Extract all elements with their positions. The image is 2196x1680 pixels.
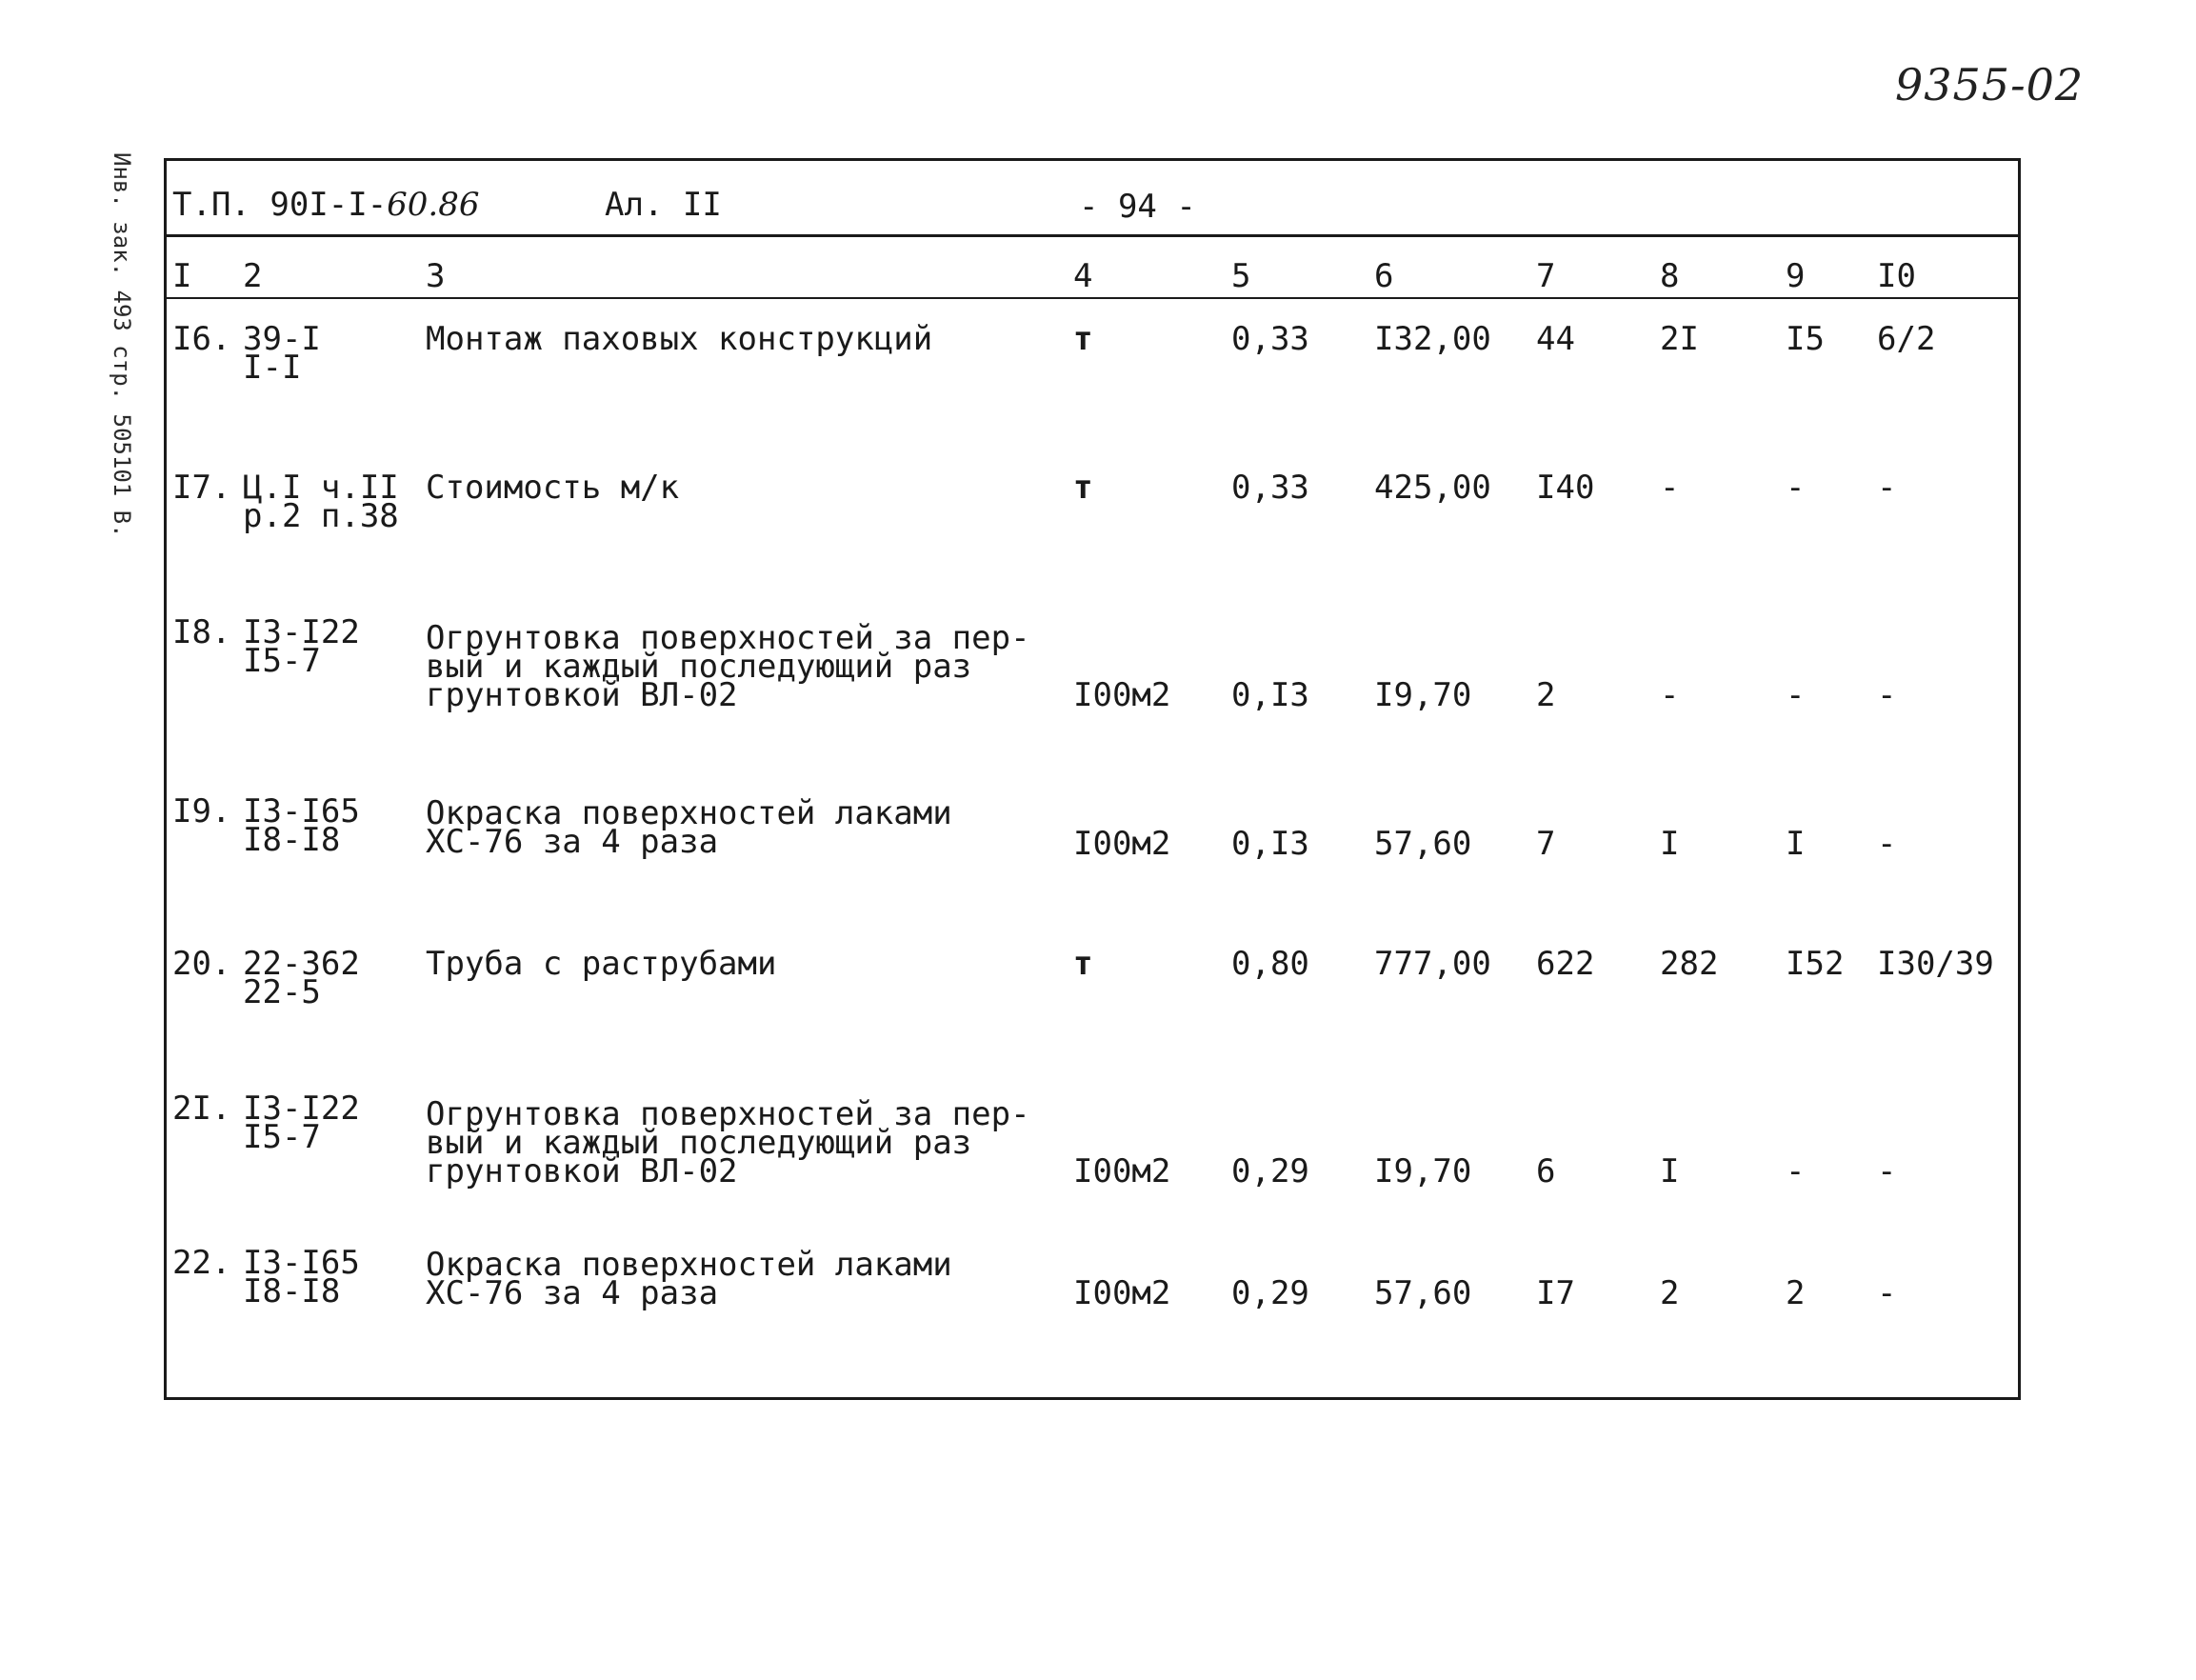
row-description-line: Огрунтовка поверхностей за пер- [426, 1095, 1030, 1133]
row-code-line: I5-7 [243, 642, 321, 680]
row-code-line: 22-362 [243, 945, 360, 983]
row-number: I6. [172, 320, 231, 358]
row-price: I9,70 [1374, 1152, 1472, 1190]
row-price: 57,60 [1374, 1274, 1472, 1312]
row-col9: 2 [1786, 1274, 1806, 1312]
row-code-line: р.2 п.38 [243, 497, 399, 535]
row-code-line: 22-5 [243, 973, 321, 1011]
row-quantity: 0,33 [1231, 469, 1309, 507]
row-quantity: 0,I3 [1231, 825, 1309, 863]
row-unit: I00м2 [1073, 825, 1171, 863]
column-header-1: I [172, 257, 192, 295]
column-header-9: 9 [1786, 257, 1806, 295]
page-number: - 94 - [1079, 188, 1196, 226]
header-divider [167, 234, 2018, 237]
row-price: I9,70 [1374, 676, 1472, 714]
row-col10: - [1877, 469, 1897, 507]
row-price: 777,00 [1374, 945, 1491, 983]
column-header-6: 6 [1374, 257, 1394, 295]
row-price: 425,00 [1374, 469, 1491, 507]
row-quantity: 0,29 [1231, 1274, 1309, 1312]
document-code-handwritten: 60.86 [387, 186, 480, 224]
row-description-line: вый и каждый последующий раз [426, 648, 972, 686]
row-description-line: грунтовкой ВЛ-02 [426, 676, 738, 714]
row-description-line: ХС-76 за 4 раза [426, 1274, 719, 1312]
row-description-line: Огрунтовка поверхностей за пер- [426, 619, 1030, 657]
row-col8: 282 [1660, 945, 1719, 983]
row-code-line: I8-I8 [243, 1272, 341, 1310]
column-header-8: 8 [1660, 257, 1680, 295]
row-number: 22. [172, 1244, 231, 1282]
row-col10: - [1877, 676, 1897, 714]
row-code-line: I3-I22 [243, 613, 360, 651]
row-number: I9. [172, 792, 231, 830]
row-price: I32,00 [1374, 320, 1491, 358]
row-description-line: ХС-76 за 4 раза [426, 823, 719, 861]
row-number: 2I. [172, 1090, 231, 1128]
row-col7: 6 [1536, 1152, 1556, 1190]
row-description-line: Окраска поверхностей лаками [426, 794, 952, 832]
album-label: Ал. II [605, 186, 722, 224]
row-col10: I30/39 [1877, 945, 1994, 983]
row-unit: I00м2 [1073, 1152, 1171, 1190]
row-col7: 7 [1536, 825, 1556, 863]
reference-number: 9355-02 [1895, 59, 2085, 110]
row-col7: 44 [1536, 320, 1575, 358]
row-number: I7. [172, 469, 231, 507]
row-code-line: Ц.I ч.II [243, 469, 399, 507]
row-unit: т [1073, 469, 1093, 507]
column-header-5: 5 [1231, 257, 1251, 295]
document-code-prefix: Т.П. 90I-I- [172, 186, 388, 224]
estimate-table-frame [164, 158, 2021, 1400]
row-description-line: грунтовкой ВЛ-02 [426, 1152, 738, 1190]
row-code-line: I-I [243, 349, 302, 387]
row-unit: т [1073, 320, 1093, 358]
row-quantity: 0,80 [1231, 945, 1309, 983]
row-code-line: 39-I [243, 320, 321, 358]
row-unit: I00м2 [1073, 676, 1171, 714]
row-col9: I [1786, 825, 1806, 863]
row-code-line: I8-I8 [243, 821, 341, 859]
row-code-line: I5-7 [243, 1118, 321, 1156]
row-description-line: Монтаж паховых конструкций [426, 320, 933, 358]
row-col7: 2 [1536, 676, 1556, 714]
row-price: 57,60 [1374, 825, 1472, 863]
row-unit: I00м2 [1073, 1274, 1171, 1312]
column-header-3: 3 [426, 257, 446, 295]
row-col8: I [1660, 825, 1680, 863]
row-unit: т [1073, 945, 1093, 983]
row-col8: 2 [1660, 1274, 1680, 1312]
column-header-7: 7 [1536, 257, 1556, 295]
row-col9: - [1786, 1152, 1806, 1190]
side-stamp-text: Инв. зак. 493 стр. 505101 В. [109, 152, 135, 538]
row-col8: - [1660, 676, 1680, 714]
side-archive-stamp [107, 152, 145, 538]
row-quantity: 0,29 [1231, 1152, 1309, 1190]
row-col10: - [1877, 825, 1897, 863]
row-col10: 6/2 [1877, 320, 1936, 358]
row-col7: I40 [1536, 469, 1595, 507]
row-col7: 622 [1536, 945, 1595, 983]
row-col9: I52 [1786, 945, 1845, 983]
row-col10: - [1877, 1152, 1897, 1190]
row-description-line: Труба с раструбами [426, 945, 777, 983]
row-number: I8. [172, 613, 231, 651]
row-col7: I7 [1536, 1274, 1575, 1312]
row-description-line: вый и каждый последующий раз [426, 1124, 972, 1162]
row-code-line: I3-I65 [243, 792, 360, 830]
column-header-2: 2 [243, 257, 263, 295]
row-quantity: 0,33 [1231, 320, 1309, 358]
column-header-10: I0 [1877, 257, 1916, 295]
column-header-4: 4 [1073, 257, 1093, 295]
row-description-line: Стоимость м/к [426, 469, 680, 507]
row-number: 20. [172, 945, 231, 983]
row-col8: 2I [1660, 320, 1699, 358]
row-code-line: I3-I22 [243, 1090, 360, 1128]
document-code [172, 186, 480, 224]
row-col8: I [1660, 1152, 1680, 1190]
row-code-line: I3-I65 [243, 1244, 360, 1282]
row-col10: - [1877, 1274, 1897, 1312]
row-quantity: 0,I3 [1231, 676, 1309, 714]
column-header-divider [167, 297, 2018, 299]
row-col8: - [1660, 469, 1680, 507]
row-description-line: Окраска поверхностей лаками [426, 1246, 952, 1284]
row-col9: - [1786, 676, 1806, 714]
row-col9: I5 [1786, 320, 1825, 358]
row-col9: - [1786, 469, 1806, 507]
